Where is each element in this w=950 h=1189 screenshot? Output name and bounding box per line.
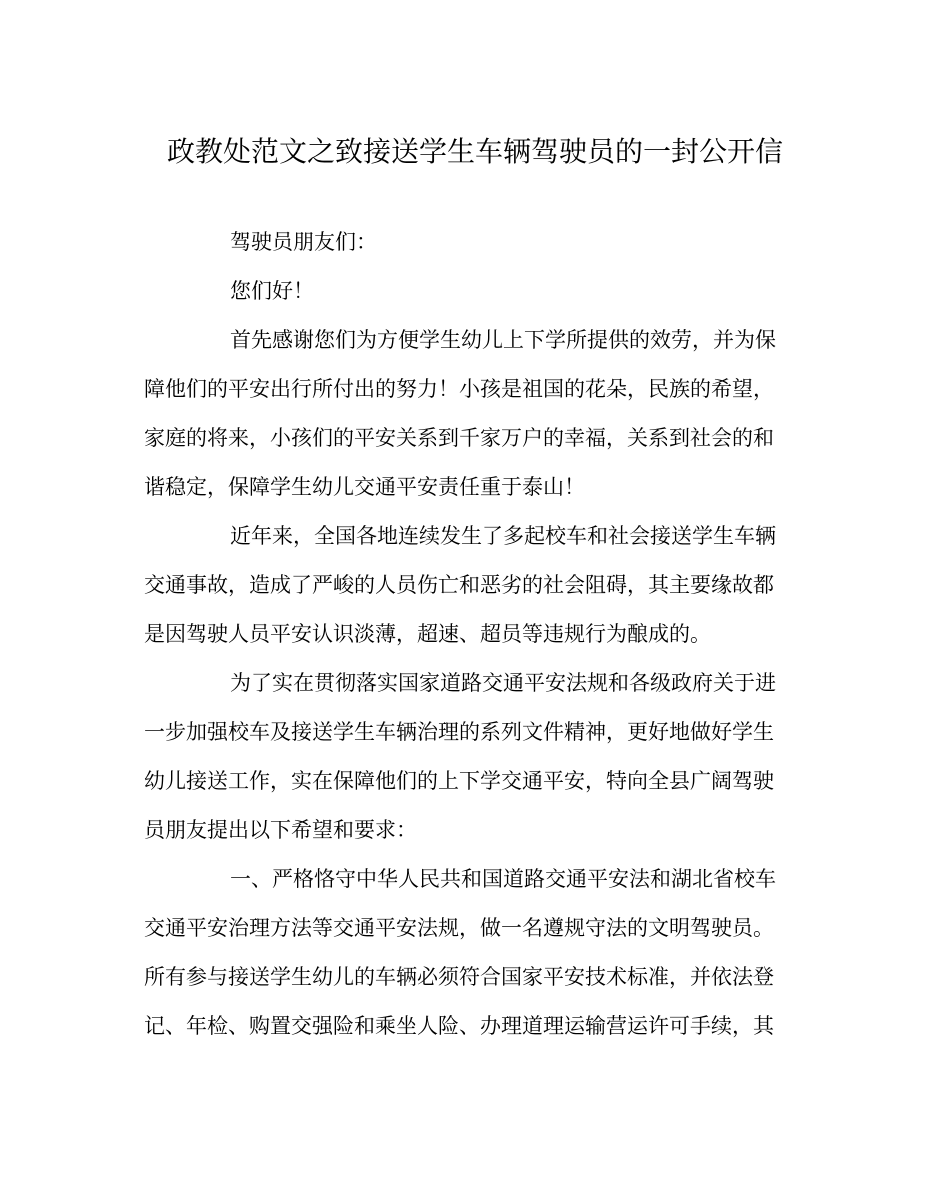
paragraph-line: 一步加强校车及接送学生车辆治理的系列文件精神，更好地做好学生 [144, 720, 774, 744]
paragraph-line: 是因驾驶人员平安认识淡薄，超速、超员等违规行为酿成的。 [144, 622, 711, 646]
paragraph-1 [144, 316, 824, 512]
paragraph-3 [144, 659, 824, 855]
paragraph-line: 幼儿接送工作，实在保障他们的上下学交通平安，特向全县广阔驾驶 [144, 769, 774, 793]
paragraph-line: 一、严格恪守中华人民共和国道路交通平安法和湖北省校车 [230, 867, 776, 891]
paragraph-line: 所有参与接送学生幼儿的车辆必须符合国家平安技术标准，并依法登 [144, 965, 774, 989]
paragraph-line: 近年来，全国各地连续发生了多起校车和社会接送学生车辆 [230, 524, 776, 548]
letter-body [144, 218, 824, 1051]
paragraph-line: 家庭的将来，小孩们的平安关系到千家万户的幸福，关系到社会的和 [144, 426, 774, 450]
greeting: 您们好！ [230, 279, 314, 303]
paragraph-line: 记、年检、购置交强险和乘坐人险、办理道理运输营运许可手续，其 [144, 1014, 774, 1038]
paragraph-line: 障他们的平安出行所付出的努力！小孩是祖国的花朵，民族的希望， [144, 377, 774, 401]
paragraph-2 [144, 512, 824, 659]
paragraph-4 [144, 855, 824, 1051]
salutation: 驾驶员朋友们： [230, 230, 377, 254]
paragraph-line: 为了实在贯彻落实国家道路交通平安法规和各级政府关于进 [230, 671, 776, 695]
paragraph-line: 交通平安治理方法等交通平安法规，做一名遵规守法的文明驾驶员。 [144, 916, 774, 940]
paragraph-line: 谐稳定，保障学生幼儿交通平安责任重于泰山！ [144, 475, 585, 499]
paragraph-line: 员朋友提出以下希望和要求： [144, 818, 417, 842]
paragraph-line: 首先感谢您们为方便学生幼儿上下学所提供的效劳，并为保 [230, 328, 776, 352]
document-title: 政教处范文之致接送学生车辆驾驶员的一封公开信 [166, 135, 783, 168]
paragraph-line: 交通事故，造成了严峻的人员伤亡和恶劣的社会阻碍，其主要缘故都 [144, 573, 774, 597]
